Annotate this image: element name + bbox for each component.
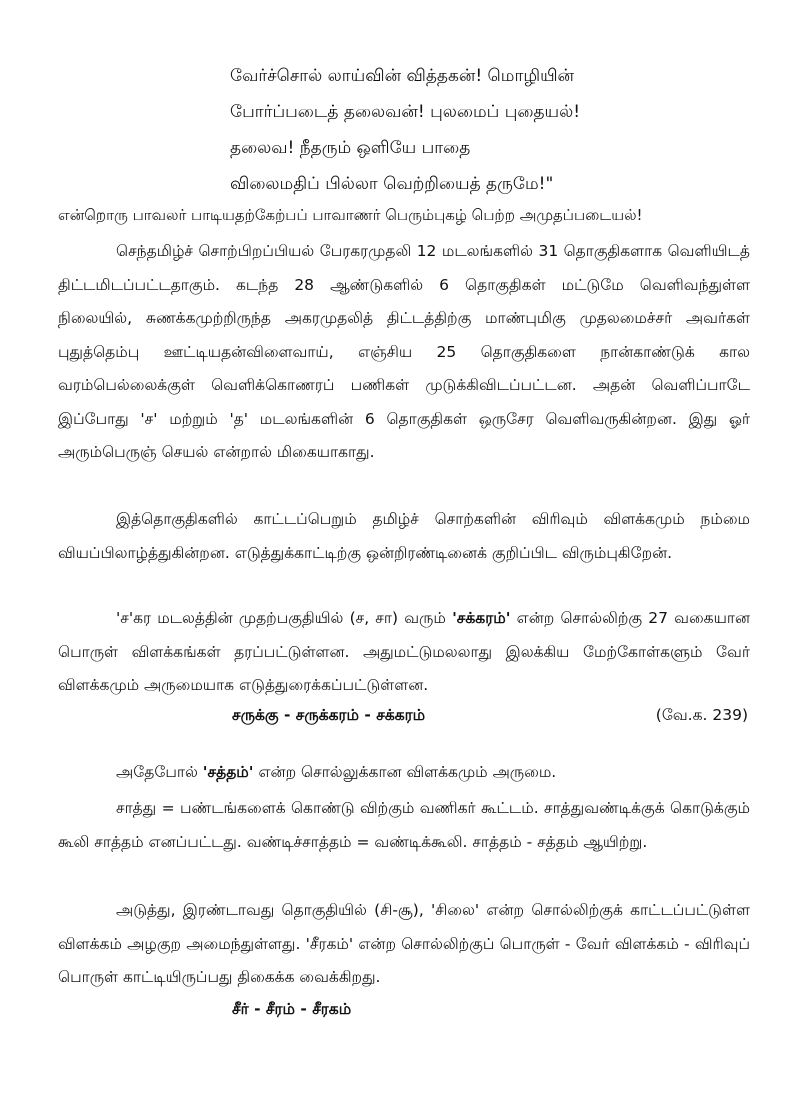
paragraph-2	[58, 503, 750, 570]
paragraph-4-before: அதேபோல்	[116, 763, 203, 781]
paragraph-6-text: அடுத்து, இரண்டாவது தொகுதியில் (சி-சூ), 'சிலை' என்ற சொல்லிற்குக் காட்டப்பட்டுள்ள விளக்கம் அழகுற அமைந்துள்ளது. 'சீரகம்' என்ற சொல்லிற்குப் பொருள் - வேர் விளக்கம் - விரிவுப் பொருள் காட்டியிருப்பது திகைக்க வைக்கிறது.	[58, 901, 750, 986]
verse-block	[230, 58, 750, 202]
paragraph-3-before: 'ச'கர மடலத்தின் முதற்பகுதியில் (ச, சா) வரும்	[116, 609, 453, 627]
paragraph-5-text: சாத்து = பண்டங்களைக் கொண்டு விற்கும் வணிகர் கூட்டம். சாத்துவண்டிக்குக் கொடுக்கும் கூலி சாத்தம் எனப்பட்டது. வண்டிச்சாத்தம் = வண்டிக்கூலி. சாத்தம் - சத்தம் ஆயிற்று.	[58, 799, 750, 851]
paragraph-3-after: என்ற சொல்லிற்கு 27 வகையான பொருள் விளக்கங்கள் தரப்பட்டுள்ளன. அதுமட்டுமலலாது இலக்கிய மேற்கோள்களும் வேர் விளக்கமும் அருமையாக எடுத்துரைக்கப்பட்டுள்ளன.	[58, 609, 750, 694]
paragraph-1-text: செந்தமிழ்ச் சொற்பிறப்பியல் பேரகரமுதலி 12 மடலங்களில் 31 தொகுதிகளாக வெளியிடத் திட்டமிடப்பட்டதாகும். கடந்த 28 ஆண்டுகளில் 6 தொகுதிகள் மட்டுமே வெளிவந்துள்ள நிலையில், சுணக்கமுற்றிருந்த அகரமுதலித் திட்டத்திற்கு மாண்புமிகு முதலமைச்சர் அவர்கள் புதுத்தெம்பு ஊட்டியதன்விளைவாய், எஞ்சிய 25 தொகுதிகளை நான்காண்டுக் கால வரம்பெல்லைக்குள் வெளிக்கொணரப் பணிகள் முடுக்கிவிடப்பட்டன. அதன் வெளிப்பாடே இப்போது 'ச' மற்றும் 'த' மடலங்களின் 6 தொகுதிகள் ஒருசேர வெளிவருகின்றன. இது ஓர் அரும்பெருஞ் செயல் என்றால் மிகையாகாது.	[58, 242, 750, 461]
paragraph-4-word: 'சத்தம்'	[202, 763, 254, 781]
paragraph-4-after: என்ற சொல்லுக்கான விளக்கமும் அருமை.	[253, 763, 557, 781]
verse-line-2: போர்ப்படைத் தலைவன்! புலமைப் புதையல்!	[230, 102, 581, 122]
heading-2: சீர் - சீரம் - சீரகம்	[232, 1000, 352, 1018]
paragraph-3-word: 'சக்கரம்'	[452, 609, 511, 627]
reference-1: (வே.க. 239)	[655, 706, 748, 724]
paragraph-5	[58, 792, 750, 859]
verse-line-3: தலைவ! நீதரும் ஒளியே பாதை	[230, 138, 471, 158]
verse-line-4: விலைமதிப் பில்லா வெற்றியைத் தருமே!"	[230, 174, 554, 194]
heading-1: சருக்கு - சருக்கரம் - சக்கரம்	[232, 706, 426, 724]
paragraph-4	[58, 756, 750, 790]
intro-line: என்றொரு பாவலர் பாடியதற்கேற்பப் பாவாணர் பெரும்புகழ் பெற்ற அமுதப்படையல்!	[58, 206, 643, 224]
paragraph-1	[58, 235, 750, 470]
paragraph-3	[58, 602, 750, 703]
paragraph-2-text: இத்தொகுதிகளில் காட்டப்பெறும் தமிழ்ச் சொற்களின் விரிவும் விளக்கமும் நம்மை வியப்பிலாழ்த்துகின்றன. எடுத்துக்காட்டிற்கு ஒன்றிரண்டினைக் குறிப்பிட விரும்புகிறேன்.	[58, 510, 750, 562]
verse-line-1: வேர்ச்சொல் லாய்வின் வித்தகன்! மொழியின்	[230, 66, 575, 86]
paragraph-6	[58, 894, 750, 995]
